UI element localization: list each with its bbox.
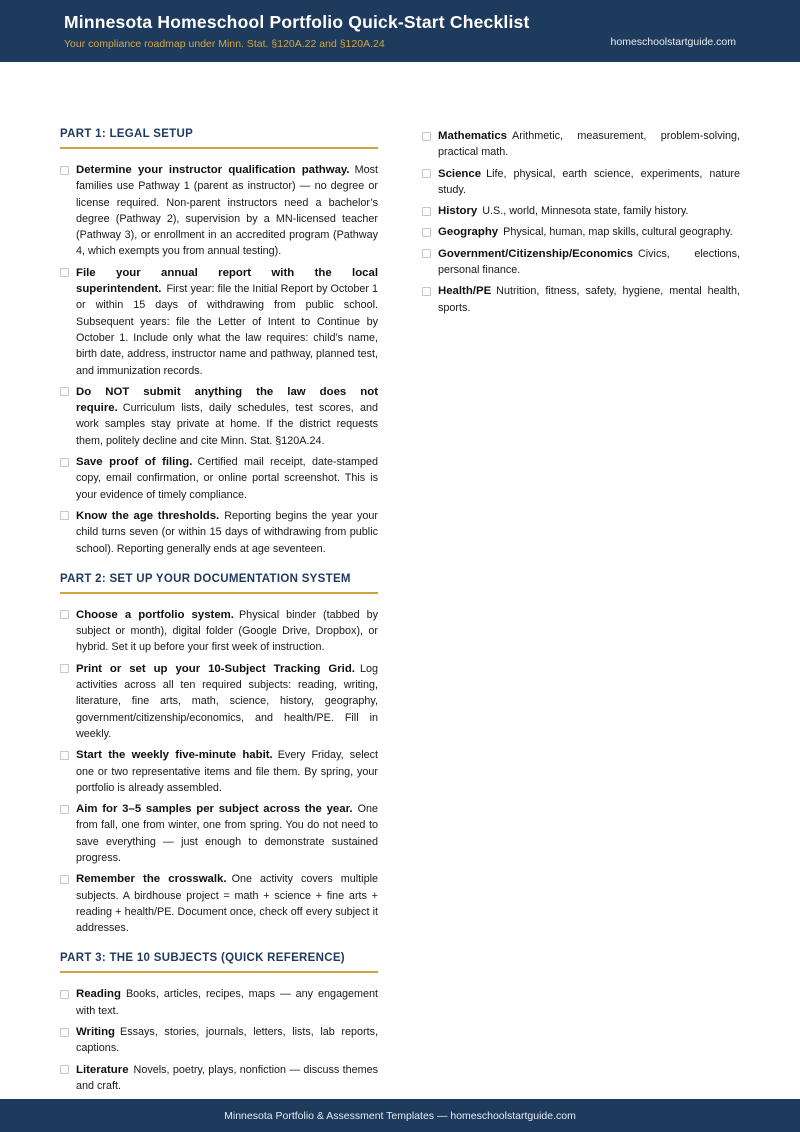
checkbox[interactable] bbox=[60, 664, 69, 673]
checkbox[interactable] bbox=[422, 169, 431, 178]
item-lead: History bbox=[438, 205, 478, 218]
checkbox[interactable] bbox=[60, 511, 69, 520]
item-desc: U.S., world, Minnesota state, family history. bbox=[482, 205, 689, 218]
checklist-item bbox=[60, 454, 378, 503]
checklist-item bbox=[422, 224, 740, 240]
checkbox[interactable] bbox=[60, 1065, 69, 1074]
left-column bbox=[60, 128, 378, 1132]
right-column bbox=[422, 128, 740, 1132]
checklist-item bbox=[60, 1024, 378, 1057]
item-desc: Life, physical, earth science, experiments, nature study. bbox=[438, 167, 740, 196]
item-lead: Geography bbox=[438, 226, 499, 239]
content-area bbox=[0, 62, 800, 1132]
item-lead: Know the age thresholds. bbox=[76, 509, 220, 522]
checklist-item bbox=[60, 162, 378, 260]
checklist-item bbox=[422, 246, 740, 279]
checkbox[interactable] bbox=[60, 268, 69, 277]
item-lead: Government/Citizenship/Economics bbox=[438, 247, 633, 260]
checkbox[interactable] bbox=[422, 249, 431, 258]
checkbox[interactable] bbox=[422, 228, 431, 237]
item-desc: One activity covers multiple subjects. A birdhouse project = math + science + fine arts + reading + health/PE. Document once, check off every subject it addresses. bbox=[76, 873, 378, 935]
checklist-item bbox=[422, 166, 740, 199]
checklist-item bbox=[60, 384, 378, 449]
page-subtitle: Your compliance roadmap under Minn. Stat. §120A.22 and §120A.24 bbox=[64, 38, 385, 50]
footer-text: Minnesota Portfolio & Assessment Templates — homeschoolstartguide.com bbox=[224, 1109, 576, 1122]
section-part2 bbox=[60, 573, 378, 937]
item-lead: Do NOT submit anything the law does not require. bbox=[76, 385, 378, 415]
checkbox[interactable] bbox=[60, 875, 69, 884]
item-lead: Determine your instructor qualification pathway. bbox=[76, 164, 350, 176]
checkbox[interactable] bbox=[60, 610, 69, 619]
header-site-url: homeschoolstartguide.com bbox=[610, 36, 736, 48]
section-heading-part1: PART 1: LEGAL SETUP bbox=[60, 128, 378, 149]
item-lead: File your annual report with the local superintendent. bbox=[76, 266, 378, 296]
page-header bbox=[0, 0, 800, 62]
checkbox[interactable] bbox=[60, 805, 69, 814]
item-desc: Log activities across all ten required subjects: reading, writing, literature, fine arts, math, science, history, geography, government/citizenship/economics, and health/PE. Fill in weekly. bbox=[76, 662, 378, 740]
checklist-item bbox=[60, 265, 378, 379]
item-lead: Literature bbox=[76, 1063, 129, 1076]
checklist-item bbox=[60, 508, 378, 557]
section-part1 bbox=[60, 128, 378, 557]
checklist-item bbox=[60, 986, 378, 1019]
item-desc: Curriculum lists, daily schedules, test scores, and work samples stay private at home. If the district requests them, politely decline and cite Minn. Stat. §120A.24. bbox=[76, 402, 378, 447]
item-lead: Choose a portfolio system. bbox=[76, 608, 234, 621]
item-lead: Health/PE bbox=[438, 285, 492, 298]
item-desc: Arithmetic, measurement, problem-solving, practical math. bbox=[438, 130, 740, 159]
checklist-item bbox=[60, 871, 378, 936]
checkbox[interactable] bbox=[60, 751, 69, 760]
checklist-item bbox=[60, 607, 378, 656]
checkbox[interactable] bbox=[60, 458, 69, 467]
item-desc: Novels, poetry, plays, nonfiction — discuss themes and craft. bbox=[76, 1063, 378, 1092]
item-lead: Mathematics bbox=[438, 130, 508, 142]
checklist-item bbox=[60, 801, 378, 866]
page-footer bbox=[0, 1099, 800, 1132]
checklist-item bbox=[60, 747, 378, 796]
checklist-item bbox=[60, 1062, 378, 1095]
item-desc: Civics, elections, personal finance. bbox=[438, 247, 740, 277]
checklist-item bbox=[60, 661, 378, 742]
item-desc: First year: file the Initial Report by October 1 or within 15 days of withdrawing from public school. Subsequent years: file the Letter of Intent to Continue by October 1. Include only what the law requires: child’s name, birth date, address, instructor name and pathway, planned test, and immunization records. bbox=[76, 283, 378, 377]
item-desc: Most families use Pathway 1 (parent as instructor) — no degree or license required. Non-parent instructors need a bachelor’s degree (Pathway 2), supervision by a MN-licensed teacher (Pathway 3), or enrollment in an accredited program (Pathway 4, which exempts you from annual testing). bbox=[76, 164, 378, 258]
checkbox[interactable] bbox=[60, 387, 69, 396]
item-lead: Reading bbox=[76, 988, 121, 1001]
checklist-item bbox=[422, 128, 740, 161]
checkbox[interactable] bbox=[60, 166, 69, 175]
item-lead: Start the weekly five-minute habit. bbox=[76, 749, 273, 762]
item-lead: Print or set up your 10-Subject Tracking Grid. bbox=[76, 662, 355, 675]
section-heading-part2: PART 2: SET UP YOUR DOCUMENTATION SYSTEM bbox=[60, 573, 378, 594]
item-lead: Save proof of filing. bbox=[76, 456, 193, 469]
item-desc: One from fall, one from winter, one from spring. You do not need to save everything — just enough to demonstrate sustained progress. bbox=[76, 803, 378, 864]
checkbox[interactable] bbox=[422, 287, 431, 296]
item-desc: Reporting begins the year your child turns seven (or within 15 days of withdrawing from public school). Reporting generally ends at age seventeen. bbox=[76, 509, 378, 555]
item-desc: Essays, stories, journals, letters, lists, lab reports, captions. bbox=[76, 1026, 378, 1055]
checklist-item bbox=[422, 283, 740, 316]
item-desc: Nutrition, fitness, safety, hygiene, mental health, sports. bbox=[438, 285, 740, 314]
item-desc: Books, articles, recipes, maps — any engagement with text. bbox=[76, 988, 378, 1017]
item-desc: Certified mail receipt, date-stamped copy, email confirmation, or online portal screenshot. This is your evidence of timely compliance. bbox=[76, 456, 378, 501]
checklist-item bbox=[422, 203, 740, 219]
checkbox[interactable] bbox=[422, 207, 431, 216]
page-title: Minnesota Homeschool Portfolio Quick-Start Checklist bbox=[64, 12, 530, 32]
item-lead: Remember the crosswalk. bbox=[76, 873, 227, 886]
item-lead: Aim for 3–5 samples per subject across the year. bbox=[76, 803, 353, 816]
item-desc: Every Friday, select one or two representative items and file them. By spring, your portfolio is already assembled. bbox=[76, 749, 378, 794]
checkbox[interactable] bbox=[60, 990, 69, 999]
checkbox[interactable] bbox=[422, 132, 431, 141]
item-lead: Science bbox=[438, 167, 482, 180]
item-desc: Physical, human, map skills, cultural geography. bbox=[503, 226, 733, 239]
section-heading-part3: PART 3: THE 10 SUBJECTS (QUICK REFERENCE) bbox=[60, 952, 378, 973]
checkbox[interactable] bbox=[60, 1028, 69, 1037]
item-lead: Writing bbox=[76, 1026, 116, 1039]
item-desc: Physical binder (tabbed by subject or month), digital folder (Google Drive, Dropbox), or hybrid. Set it up before your first week of instruction. bbox=[76, 608, 378, 654]
